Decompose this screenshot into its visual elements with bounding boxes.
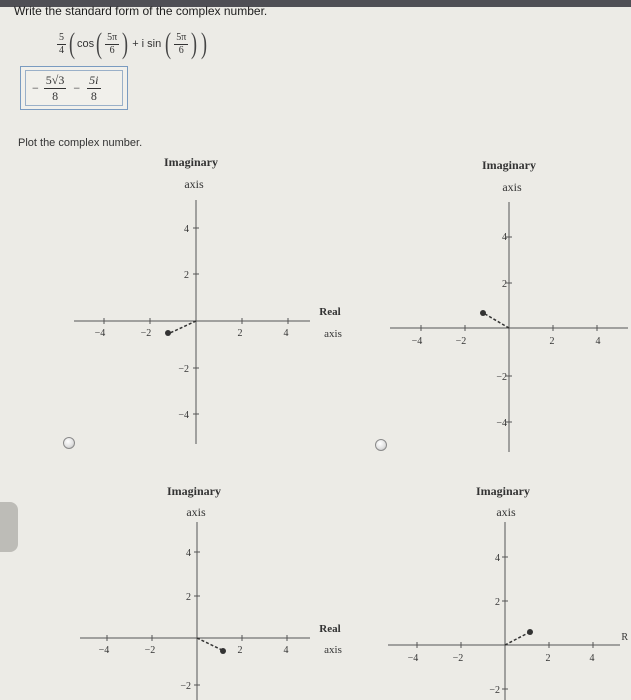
edge-text: R: [621, 632, 628, 643]
x-tick-label: −4: [407, 653, 419, 664]
y-tick-label: 2: [184, 270, 189, 281]
plotted-point: [527, 629, 533, 635]
answer-minus-sign-2: −: [73, 80, 81, 95]
x-tick-label: 4: [595, 336, 601, 347]
graph-option-4[interactable]: [388, 484, 620, 700]
imag-axis-label-2: axis: [184, 177, 204, 191]
cos-label: cos: [77, 38, 95, 50]
y-tick-label: −4: [178, 410, 189, 421]
imag-axis-label: Imaginary: [476, 484, 530, 498]
graph-option-2[interactable]: [390, 158, 628, 452]
x-tick-label: 2: [237, 328, 243, 339]
open-paren-sin: (: [165, 27, 172, 60]
x-tick-label: 4: [589, 653, 595, 664]
plotted-point: [165, 330, 171, 336]
y-tick-label: −2: [496, 372, 507, 383]
x-tick-label: 2: [237, 645, 243, 656]
answer-real-denominator: 8: [52, 88, 59, 103]
x-tick-label: 2: [545, 653, 551, 664]
x-tick-label: 4: [283, 645, 289, 656]
vector-line: [485, 314, 509, 328]
graph-option-3[interactable]: [80, 484, 342, 700]
x-tick-label: −4: [411, 336, 423, 347]
vector-line: [170, 321, 196, 333]
coefficient-denominator: 4: [59, 44, 64, 56]
x-tick-label: −2: [452, 653, 464, 664]
x-tick-label: −2: [140, 328, 152, 339]
answer-minus-sign: −: [32, 80, 39, 95]
y-tick-label: −4: [496, 418, 507, 429]
x-tick-label: −2: [455, 336, 467, 347]
y-tick-label: 4: [186, 548, 191, 559]
y-tick-label: −2: [489, 685, 500, 696]
y-tick-label: 4: [495, 553, 500, 564]
graph-option-1[interactable]: [74, 155, 342, 444]
imag-axis-label-2: axis: [186, 505, 206, 519]
plotted-point: [220, 648, 226, 654]
close-paren-cos: ): [122, 27, 129, 60]
vector-line: [505, 633, 528, 645]
x-tick-label: −2: [144, 645, 156, 656]
open-paren: (: [69, 27, 75, 60]
x-tick-label: −4: [98, 645, 110, 656]
answer-imag-denominator: 8: [90, 88, 97, 103]
plus-i-sin-label: + i sin: [132, 38, 162, 50]
sin-angle-denominator: 6: [178, 44, 184, 56]
y-tick-label: −2: [178, 364, 189, 375]
y-tick-label: 2: [495, 597, 500, 608]
imag-axis-label: Imaginary: [167, 484, 221, 498]
cos-angle-denominator: 6: [109, 44, 115, 56]
answer-imag-numerator: 5i: [89, 72, 99, 87]
plotted-point: [480, 310, 486, 316]
imag-axis-label: Imaginary: [164, 155, 218, 169]
coefficient-numerator: 5: [59, 31, 64, 43]
y-tick-label: 2: [502, 279, 507, 290]
x-tick-label: 4: [283, 328, 289, 339]
sin-angle-numerator: 5π: [176, 31, 187, 43]
vector-line: [197, 638, 222, 650]
imag-axis-label-2: axis: [502, 180, 522, 194]
real-axis-label: Real: [319, 306, 341, 318]
real-axis-label: Real: [319, 623, 341, 635]
y-tick-label: 4: [502, 232, 507, 243]
x-tick-label: 2: [549, 336, 555, 347]
open-paren-cos: (: [96, 27, 103, 60]
imag-axis-label: Imaginary: [482, 158, 536, 172]
x-tick-label: −4: [94, 328, 106, 339]
question-text: Write the standard form of the complex number.: [14, 4, 268, 18]
real-axis-label-2: axis: [324, 644, 342, 656]
answer-real-numerator: 5√3: [45, 72, 65, 87]
cos-angle-numerator: 5π: [107, 31, 118, 43]
imag-axis-label-2: axis: [496, 505, 516, 519]
close-paren: ): [201, 27, 208, 60]
y-tick-label: 2: [186, 592, 191, 603]
real-axis-label-2: axis: [324, 328, 342, 340]
y-tick-label: −2: [180, 681, 191, 692]
close-paren-sin: ): [191, 27, 198, 60]
y-tick-label: 4: [184, 224, 189, 235]
plot-prompt: Plot the complex number.: [18, 137, 143, 149]
